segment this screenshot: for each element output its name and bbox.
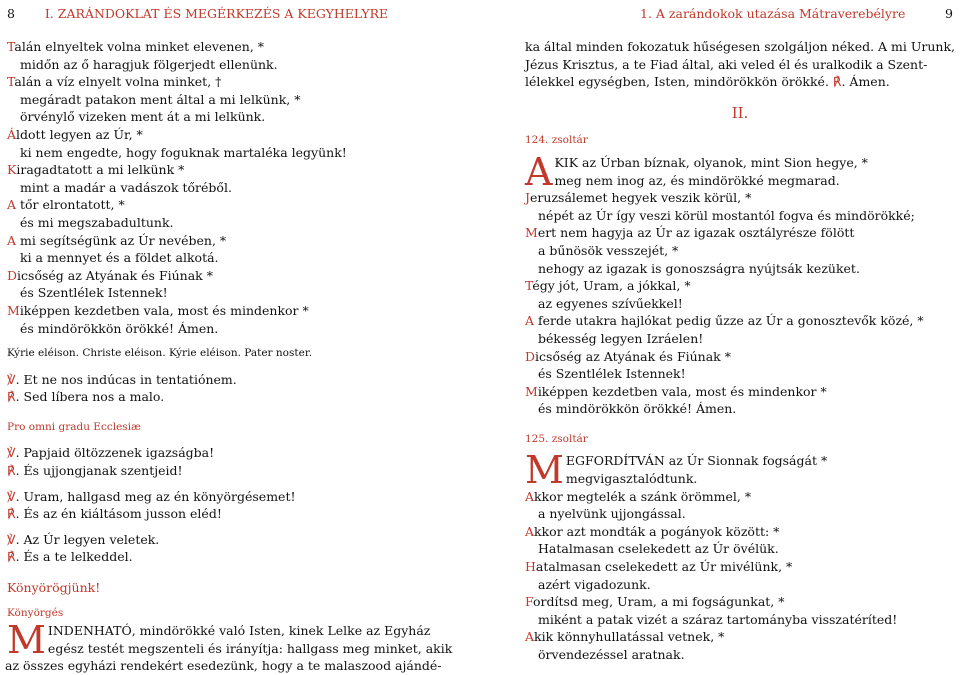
verse-text: midőn az ő haragjuk fölgerjedt ellenünk. (20, 56, 278, 72)
versicle-4: ℣. Az Úr legyen veletek. (7, 531, 160, 547)
chapter-title-right: 1. A zarándokok utazása Mátraverebélyre (640, 6, 906, 21)
response-1: ℟. Sed líbera nos a malo. (7, 389, 165, 405)
verse-initial: A (525, 488, 535, 504)
section-title: II. (731, 103, 749, 122)
verse-line (7, 126, 442, 144)
verse-line (7, 108, 442, 126)
verse-initial: Á (7, 126, 17, 142)
verse-line (525, 295, 955, 313)
verse-initial: A (7, 197, 17, 213)
psalm-125-line-2: megvigasztalódtunk. (565, 471, 698, 487)
running-header-left (7, 6, 388, 21)
verse-text: icsőség az Atyának és Fiúnak * (17, 267, 213, 283)
verse-text: örvendezéssel aratnak. (538, 647, 685, 662)
page-number-right-wrap (945, 6, 953, 21)
verse-initial: A (525, 523, 535, 539)
response-2: ℟. És ujjongjanak szentjeid! (7, 463, 183, 479)
verse-text: kkor azt mondták a pogányok között: * (534, 523, 780, 539)
verse-line (7, 284, 442, 302)
response-4: ℟. És a te lelkeddel. (7, 549, 133, 565)
verse-text: ert nem hagyja az Úr az igazak osztályrésze fölött (537, 225, 855, 241)
psalm-124-smallcaps: KIK (554, 154, 579, 170)
liturgical-symbol: ℟ (7, 549, 16, 565)
verse-initial: T (7, 39, 15, 54)
verse-initial: M (525, 225, 538, 241)
psalm-124-opening (525, 149, 955, 194)
verse-text: megáradt patakon ment által a mi lelkünk, * (20, 91, 301, 107)
verse-line (525, 400, 955, 418)
psalm-125-smallcaps: EGFORDÍTVÁN (565, 453, 665, 469)
verse-initial: D (7, 267, 18, 283)
verse-text: és Szentlélek Istennek! (538, 366, 686, 382)
verse-text: a nyelvünk ujjongással. (538, 506, 686, 522)
versicle-3: ℣. Uram, hallgasd meg az én könyörgésemet! (7, 488, 296, 504)
verse-line (7, 214, 442, 232)
prayer-cont-line-2: Jézus Krisztus, a te Fiad által, aki veled él és uralkodik a Szent- (525, 56, 928, 72)
verse-line (525, 540, 955, 558)
psalm-124-line-1: az Úrban bíznak, olyanok, mint Sion hegye, * (578, 154, 868, 170)
verse-line (525, 365, 955, 383)
verse-line (7, 38, 442, 56)
verse-text: népét az Úr így veszi körül mostantól fogva és mindörökké; (538, 207, 915, 223)
verse-text: atalmasan cselekedett az Úr mivélünk, * (535, 559, 793, 575)
verse-line (525, 576, 955, 594)
verse-line (7, 144, 442, 162)
verse-text: tőr elrontatott, * (16, 197, 125, 213)
verse-text: nehogy az igazak is gonoszságra nyújtsák kezüket. (538, 260, 860, 276)
versicle-1: ℣. Et ne nos indúcas in tentatiónem. (7, 371, 237, 387)
verse-initial: A (7, 232, 17, 248)
drop-cap: A (525, 149, 553, 194)
verse-line (525, 330, 955, 348)
verse-line (525, 505, 955, 523)
liturgical-symbol: ℣ (7, 371, 16, 387)
verse-line (7, 91, 442, 109)
verse-initial: J (525, 190, 531, 206)
right-page (525, 38, 955, 664)
verse-line (7, 179, 442, 197)
verse-text: és mindörökkön örökké! Ámen. (20, 320, 219, 336)
verse-line (525, 260, 955, 278)
verse-line (7, 73, 442, 91)
liturgical-symbol: ℣ (7, 531, 16, 547)
psalm-125-opening (525, 448, 955, 493)
verse-text: icsőség az Atyának és Fiúnak * (535, 348, 731, 364)
drop-cap: M (7, 618, 46, 663)
prayer-cont-line-3: lélekkel egységben, Isten, mindörökkön örökké. ℟. Ámen. (525, 74, 890, 90)
prayer-smallcaps: INDENHATÓ (47, 623, 132, 639)
verse-text: békesség legyen Izráelen! (538, 330, 704, 346)
verse-text: az egyenes szívűekkel! (538, 295, 683, 311)
verse-text: miként a patak vizét a száraz tartományba visszatéríted! (538, 611, 898, 627)
verse-text: kik könnyhullatással vetnek, * (534, 629, 725, 645)
verse-line (525, 207, 955, 225)
verse-line (7, 302, 442, 320)
liturgical-symbol: ℟ (7, 389, 16, 405)
verse-initial: T (7, 74, 15, 90)
verse-line (525, 628, 955, 646)
prayer-cont-line-1: ka által minden fokozatuk hűségesen szolgáljon néked. A mi Urunk, (525, 39, 956, 54)
verse-line (525, 312, 955, 330)
verse-line (525, 611, 955, 629)
verse-text: iképpen kezdetben vala, most és mindenkor * (19, 302, 309, 318)
verse-text: a bűnösök vesszejét, * (538, 242, 679, 258)
verse-initial: D (525, 348, 536, 364)
left-page (5, 38, 453, 675)
verse-text: eruzsálemet hegyek veszik körül, * (530, 190, 752, 206)
verse-text: ordítsd meg, Uram, a mi fogságunkat, * (533, 594, 785, 610)
kyrie-line: Kýrie eléison. Christe eléison. Kýrie eléison. Pater noster. (7, 347, 313, 360)
rubric-pro-omni: Pro omni gradu Ecclesiæ (7, 420, 141, 433)
verse-line (525, 593, 955, 611)
running-header-right (640, 6, 905, 21)
verse-text: iragadtatott a mi lelkünk * (16, 162, 185, 178)
liturgical-symbol: ℟ (7, 506, 16, 522)
verse-line (7, 267, 442, 285)
psalm-124-text (525, 189, 955, 418)
verse-initial: M (525, 383, 538, 399)
psalm-125-line-1: az Úr Sionnak fogságát * (664, 453, 828, 469)
verse-initial: K (7, 162, 17, 178)
verse-initial: A (525, 313, 535, 329)
verse-text: ferde utakra hajlókat pedig űzze az Úr a gonosztevők közé, * (534, 313, 924, 329)
verse-initial: H (525, 559, 536, 575)
page-number-right: 9 (945, 6, 953, 21)
liturgical-symbol: ℟ (832, 74, 842, 90)
prayer-line-2: egész testét megszenteli és irányítja: hallgass meg minket, akik (47, 640, 453, 656)
verse-text: mi segítségünk az Úr nevében, * (16, 232, 227, 248)
oremus-heading: Könyörögjünk! (7, 580, 101, 596)
verse-text: azért vigadozunk. (538, 576, 651, 592)
psalm-125-label: 125. zsoltár (525, 432, 588, 445)
prayer-line-1: , mindörökké való Isten, kinek Lelke az Egyház (131, 623, 431, 639)
verse-text: mint a madár a vadászok tőréből. (20, 179, 232, 195)
verse-line (7, 232, 442, 250)
verse-text: örvénylő vizeken ment át a mi lelkünk. (20, 109, 266, 125)
verse-text: kkor megtelék a szánk örömmel, * (534, 488, 752, 504)
drop-cap: M (525, 448, 564, 493)
psalm-text (7, 38, 442, 337)
verse-line (525, 277, 955, 295)
psalm-124-line-2: meg nem inog az, és mindörökké megmarad. (554, 172, 840, 188)
verse-initial: A (525, 629, 535, 645)
verse-text: és Szentlélek Istennek! (20, 285, 168, 301)
liturgical-symbol: ℣ (7, 445, 16, 461)
verse-text: ki nem engedte, hogy foguknak martaléka legyünk! (20, 144, 347, 160)
verse-line (7, 249, 442, 267)
verse-line (7, 56, 442, 74)
verse-line (525, 383, 955, 401)
verse-initial: M (7, 302, 20, 318)
liturgical-symbol: ℣ (7, 488, 16, 504)
psalm-124-label: 124. zsoltár (525, 134, 588, 147)
prayer-block (7, 618, 453, 663)
verse-line (525, 523, 955, 541)
liturgical-symbol: ℟ (7, 463, 16, 479)
verse-text: és mi megszabadultunk. (20, 214, 174, 230)
verse-text: iképpen kezdetben vala, most és mindenkor * (537, 383, 827, 399)
verse-initial: T (525, 278, 533, 294)
verse-line (7, 320, 442, 338)
chapter-title-left: I. ZARÁNDOKLAT ÉS MEGÉRKEZÉS A KEGYHELYRE (44, 6, 389, 21)
psalm-125-text (525, 488, 955, 664)
verse-text: ldott legyen az Úr, * (16, 126, 143, 142)
verse-text: égy jót, Uram, a jókkal, * (532, 278, 691, 294)
response-3: ℟. És az én kiáltásom jusson eléd! (7, 506, 222, 522)
verse-line (7, 196, 442, 214)
verse-line (525, 242, 955, 260)
verse-line (525, 189, 955, 207)
verse-text: ki a mennyet és a földet alkotá. (20, 250, 219, 266)
verse-line (525, 646, 955, 664)
verse-text: Hatalmasan cselekedett az Úr övélük. (538, 541, 779, 557)
prayer-line-3: az összes egyházi rendekért esedezünk, hogy a te malaszood ajándé- (5, 658, 442, 674)
prayer-label: Könyörgés (7, 606, 64, 619)
page-number-left: 8 (7, 6, 15, 21)
verse-initial: F (525, 594, 533, 610)
verse-line (525, 348, 955, 366)
versicle-2: ℣. Papjaid öltözzenek igazságba! (7, 445, 215, 461)
verse-line (525, 488, 955, 506)
verse-line (525, 558, 955, 576)
verse-line (525, 224, 955, 242)
verse-text: és mindörökkön örökké! Ámen. (538, 401, 737, 417)
verse-text: alán elnyeltek volna minket elevenen, * (14, 39, 265, 54)
verse-text: alán a víz elnyelt volna minket, † (14, 74, 222, 90)
verse-line (7, 161, 442, 179)
